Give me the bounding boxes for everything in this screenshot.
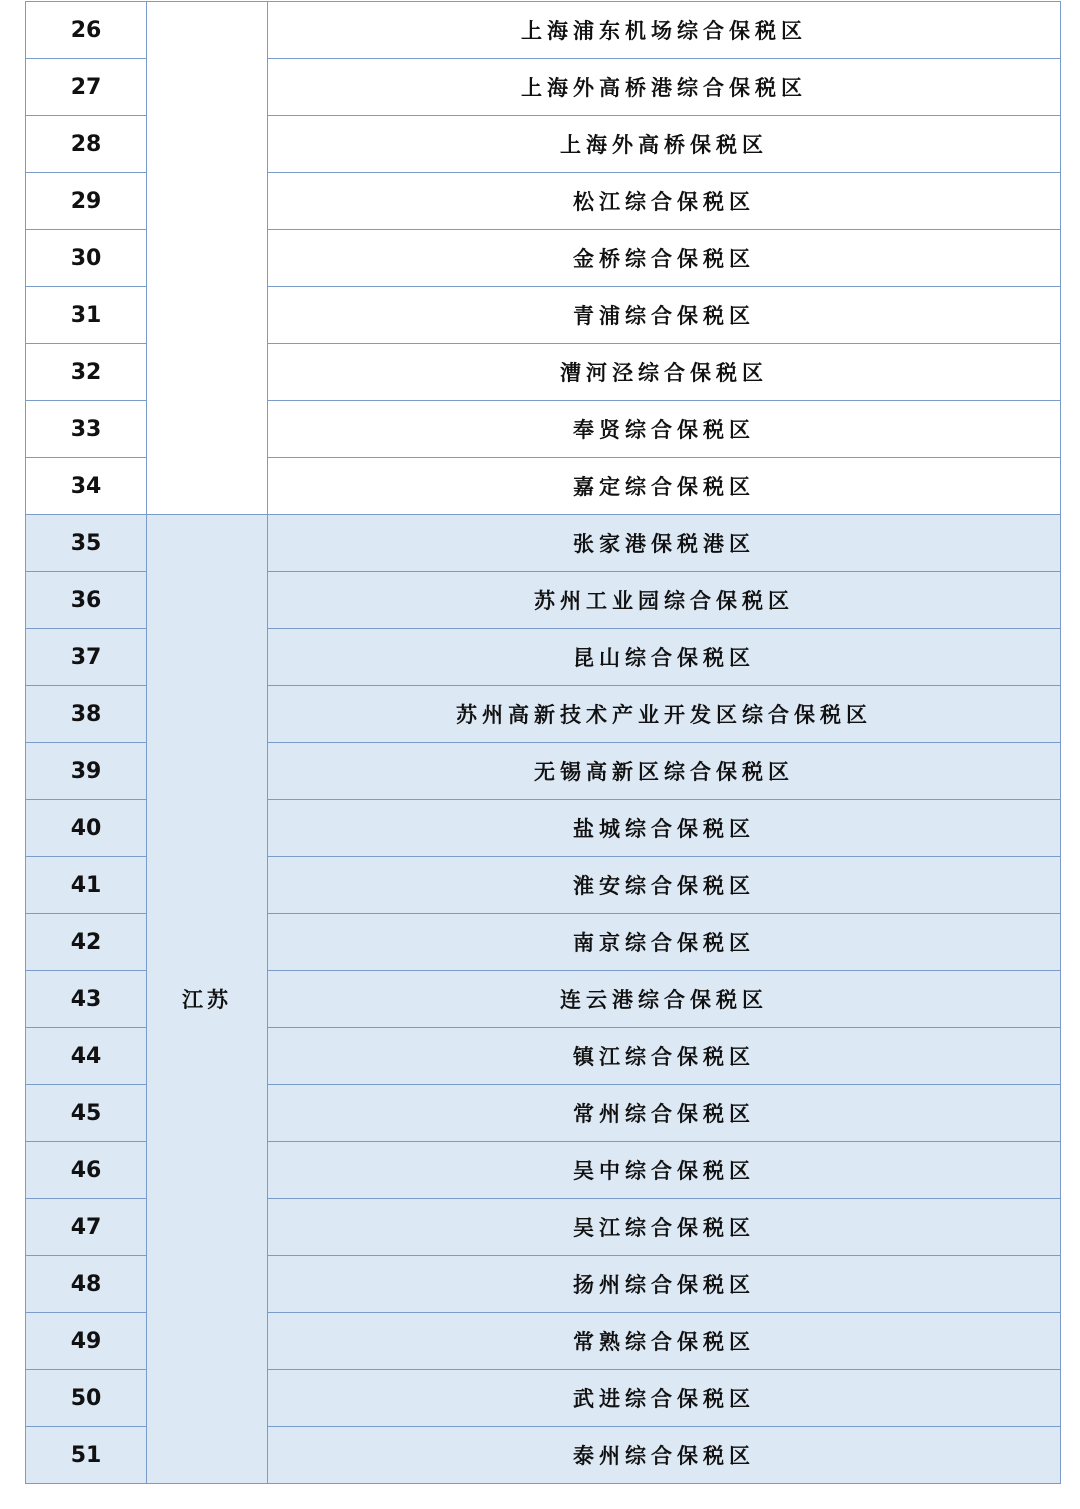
table-row xyxy=(26,515,1061,572)
row-number: 41 xyxy=(26,857,147,914)
province-cell xyxy=(147,2,268,515)
row-number: 29 xyxy=(26,173,147,230)
zone-name: 上海外高桥保税区 xyxy=(268,116,1061,173)
zone-name: 连云港综合保税区 xyxy=(268,971,1061,1028)
row-number: 34 xyxy=(26,458,147,515)
zone-name: 淮安综合保税区 xyxy=(268,857,1061,914)
province-cell: 江苏 xyxy=(147,515,268,1484)
table-body xyxy=(26,2,1061,1484)
zone-name: 吴江综合保税区 xyxy=(268,1199,1061,1256)
row-number: 51 xyxy=(26,1427,147,1484)
row-number: 27 xyxy=(26,59,147,116)
zone-name: 苏州工业园综合保税区 xyxy=(268,572,1061,629)
row-number: 47 xyxy=(26,1199,147,1256)
row-number: 40 xyxy=(26,800,147,857)
zone-name: 上海浦东机场综合保税区 xyxy=(268,2,1061,59)
zone-name: 苏州高新技术产业开发区综合保税区 xyxy=(268,686,1061,743)
zone-name: 嘉定综合保税区 xyxy=(268,458,1061,515)
row-number: 36 xyxy=(26,572,147,629)
row-number: 38 xyxy=(26,686,147,743)
zone-name: 镇江综合保税区 xyxy=(268,1028,1061,1085)
bonded-zone-table xyxy=(25,1,1061,1484)
row-number: 44 xyxy=(26,1028,147,1085)
row-number: 50 xyxy=(26,1370,147,1427)
zone-name: 无锡高新区综合保税区 xyxy=(268,743,1061,800)
zone-name: 昆山综合保税区 xyxy=(268,629,1061,686)
zone-name: 奉贤综合保税区 xyxy=(268,401,1061,458)
row-number: 43 xyxy=(26,971,147,1028)
zone-name: 盐城综合保税区 xyxy=(268,800,1061,857)
row-number: 46 xyxy=(26,1142,147,1199)
zone-name: 常州综合保税区 xyxy=(268,1085,1061,1142)
zone-name: 张家港保税港区 xyxy=(268,515,1061,572)
zone-name: 青浦综合保税区 xyxy=(268,287,1061,344)
zone-name: 上海外高桥港综合保税区 xyxy=(268,59,1061,116)
row-number: 32 xyxy=(26,344,147,401)
zone-name: 泰州综合保税区 xyxy=(268,1427,1061,1484)
row-number: 33 xyxy=(26,401,147,458)
zone-name: 南京综合保税区 xyxy=(268,914,1061,971)
row-number: 45 xyxy=(26,1085,147,1142)
row-number: 37 xyxy=(26,629,147,686)
row-number: 31 xyxy=(26,287,147,344)
row-number: 28 xyxy=(26,116,147,173)
zone-name: 扬州综合保税区 xyxy=(268,1256,1061,1313)
zone-name: 漕河泾综合保税区 xyxy=(268,344,1061,401)
row-number: 39 xyxy=(26,743,147,800)
zone-name: 吴中综合保税区 xyxy=(268,1142,1061,1199)
row-number: 49 xyxy=(26,1313,147,1370)
zone-name: 松江综合保税区 xyxy=(268,173,1061,230)
row-number: 35 xyxy=(26,515,147,572)
row-number: 42 xyxy=(26,914,147,971)
zone-name: 金桥综合保税区 xyxy=(268,230,1061,287)
row-number: 30 xyxy=(26,230,147,287)
row-number: 48 xyxy=(26,1256,147,1313)
zone-name: 武进综合保税区 xyxy=(268,1370,1061,1427)
zone-name: 常熟综合保税区 xyxy=(268,1313,1061,1370)
table-row xyxy=(26,2,1061,59)
row-number: 26 xyxy=(26,2,147,59)
